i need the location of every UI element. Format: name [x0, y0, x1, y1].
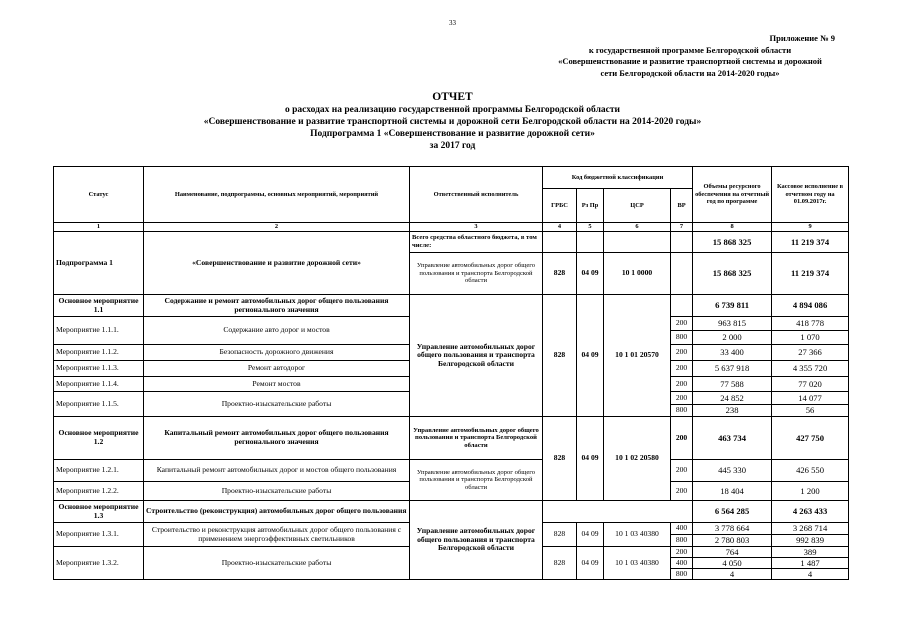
- executor-cell: Управление автомобильных дорог общего пользования и транспорта Белгородской области: [410, 460, 543, 501]
- csr-cell: 10 1 0000: [604, 253, 671, 295]
- vr-cell: 800: [671, 405, 693, 417]
- column-number: 2: [144, 223, 410, 232]
- cash-cell: 56: [772, 405, 849, 417]
- rz-cell: 04 09: [577, 523, 604, 547]
- vr-cell: 800: [671, 331, 693, 345]
- csr-cell: 10 1 02 20580: [604, 417, 671, 501]
- volume-cell: 764: [693, 547, 772, 558]
- vr-cell: 200: [671, 482, 693, 501]
- executor-cell: Управление автомобильных дорог общего пользования и транспорта Белгородской области: [410, 417, 543, 460]
- cash-cell: 14 077: [772, 392, 849, 405]
- cash-cell: 418 778: [772, 317, 849, 331]
- cash-cell: 4: [772, 569, 849, 580]
- volume-cell: 15 868 325: [693, 232, 772, 253]
- activity-status: Мероприятие 1.2.1.: [54, 460, 144, 482]
- cash-cell: 4 263 433: [772, 501, 849, 523]
- vr-cell: 200: [671, 547, 693, 558]
- main-activity-status: Основное мероприятие 1.2: [54, 417, 144, 460]
- activity-status: Мероприятие 1.1.2.: [54, 345, 144, 361]
- cash-cell: 1 200: [772, 482, 849, 501]
- activity-name: Содержание авто дорог и мостов: [144, 317, 410, 345]
- header-budget-code: Код бюджетной классификации: [543, 167, 693, 189]
- column-number: 6: [604, 223, 671, 232]
- cash-cell: 992 839: [772, 535, 849, 547]
- activity-name: Ремонт автодорог: [144, 361, 410, 377]
- header-name: Наименование, подпрограммы, основных мероприятий, мероприятий: [144, 167, 410, 223]
- executor-cell: Управление автомобильных дорог общего пользования и транспорта Белгородской области: [410, 295, 543, 417]
- activity-name: Капитальный ремонт автомобильных дорог и мостов общего пользования: [144, 460, 410, 482]
- csr-cell: 10 1 03 40380: [604, 523, 671, 547]
- vr-cell: 200: [671, 392, 693, 405]
- cash-cell: 427 750: [772, 417, 849, 460]
- column-number: 5: [577, 223, 604, 232]
- expense-table: [53, 166, 849, 580]
- rz-cell: 04 09: [577, 547, 604, 580]
- title-line: за 2017 год: [429, 141, 476, 151]
- cash-cell: 77 020: [772, 377, 849, 392]
- column-number: 8: [693, 223, 772, 232]
- activity-name: Проектно-изыскательские работы: [144, 547, 410, 580]
- cash-cell: 11 219 374: [772, 232, 849, 253]
- vr-cell: 400: [671, 523, 693, 535]
- grbs-cell: 828: [543, 253, 577, 295]
- appendix-line: «Совершенствование и развитие транспортной системы и дорожной: [558, 56, 822, 66]
- header-executor: Ответственный исполнитель: [410, 167, 543, 223]
- header-vr: ВР: [671, 189, 693, 223]
- activity-status: Мероприятие 1.1.5.: [54, 392, 144, 417]
- subprogram-status: Подпрограмма 1: [54, 232, 144, 295]
- vr-cell: 400: [671, 558, 693, 569]
- volume-cell: 4 050: [693, 558, 772, 569]
- column-number: 3: [410, 223, 543, 232]
- title-report: ОТЧЕТ: [432, 91, 473, 103]
- activity-name: Строительство и реконструкция автомобильных дорог общего пользования с применением энергоэффективных светильников: [144, 523, 410, 547]
- header-grbs: ГРБС: [543, 189, 577, 223]
- volume-cell: 238: [693, 405, 772, 417]
- activity-name: Проектно-изыскательские работы: [144, 482, 410, 501]
- title-line: «Совершенствование и развитие транспортной системы и дорожной сети Белгородской области на 2014-2020 годы»: [203, 117, 702, 127]
- appendix-line: сети Белгородской области на 2014-2020 годы»: [600, 67, 780, 78]
- csr-cell: [604, 232, 671, 253]
- header-cash: Кассовое исполнение в отчетном году на 01.09.2017г.: [772, 167, 849, 223]
- main-activity-name: Капитальный ремонт автомобильных дорог общего пользования регионального значения: [144, 417, 410, 460]
- cash-cell: 4 894 086: [772, 295, 849, 317]
- activity-name: Безопасность дорожного движения: [144, 345, 410, 361]
- cash-cell: 1 487: [772, 558, 849, 569]
- executor-cell: Управление автомобильных дорог общего пользования и транспорта Белгородской области: [410, 501, 543, 580]
- vr-cell: 200: [671, 377, 693, 392]
- column-number: 9: [772, 223, 849, 232]
- vr-cell: 200: [671, 345, 693, 361]
- main-activity-status: Основное мероприятие 1.1: [54, 295, 144, 317]
- cash-cell: 27 366: [772, 345, 849, 361]
- header-csr: ЦСР: [604, 189, 671, 223]
- cash-cell: 11 219 374: [772, 253, 849, 295]
- vr-cell: 200: [671, 361, 693, 377]
- main-activity-status: Основное мероприятие 1.3: [54, 501, 144, 523]
- csr-cell: 10 1 01 20570: [604, 295, 671, 417]
- rz-cell: [577, 232, 604, 253]
- report-title: [100, 90, 805, 152]
- activity-status: Мероприятие 1.3.1.: [54, 523, 144, 547]
- executor-cell: Управление автомобильных дорог общего пользования и транспорта Белгородской области: [410, 253, 543, 295]
- volume-cell: 4: [693, 569, 772, 580]
- vr-cell: 800: [671, 535, 693, 547]
- volume-cell: 6 564 285: [693, 501, 772, 523]
- volume-cell: 24 852: [693, 392, 772, 405]
- cash-cell: 3 268 714: [772, 523, 849, 535]
- volume-cell: 2 780 803: [693, 535, 772, 547]
- volume-cell: 33 400: [693, 345, 772, 361]
- vr-cell: 200: [671, 460, 693, 482]
- grbs-cell: 828: [543, 547, 577, 580]
- volume-cell: 445 330: [693, 460, 772, 482]
- activity-status: Мероприятие 1.1.4.: [54, 377, 144, 392]
- vr-cell: [671, 253, 693, 295]
- vr-cell: 200: [671, 317, 693, 331]
- volume-cell: 463 734: [693, 417, 772, 460]
- volume-cell: 15 868 325: [693, 253, 772, 295]
- activity-status: Мероприятие 1.3.2.: [54, 547, 144, 580]
- header-status: Статус: [54, 167, 144, 223]
- vr-cell: 800: [671, 569, 693, 580]
- volume-cell: 963 815: [693, 317, 772, 331]
- page-number: 33: [449, 19, 456, 27]
- rz-cell: 04 09: [577, 417, 604, 501]
- appendix-line: Приложение № 9: [769, 33, 835, 43]
- volume-cell: 3 778 664: [693, 523, 772, 535]
- vr-cell: 200: [671, 417, 693, 460]
- volume-cell: 6 739 811: [693, 295, 772, 317]
- rz-cell: 04 09: [577, 295, 604, 417]
- csr-cell: 10 1 03 40380: [604, 547, 671, 580]
- activity-status: Мероприятие 1.1.3.: [54, 361, 144, 377]
- cash-cell: 389: [772, 547, 849, 558]
- cash-cell: 426 550: [772, 460, 849, 482]
- column-number: 4: [543, 223, 577, 232]
- executor-total: Всего средства областного бюджета, в том числе:: [410, 232, 543, 253]
- subprogram-name: «Совершенствование и развитие дорожной сети»: [144, 232, 410, 295]
- vr-cell: [671, 295, 693, 317]
- appendix-line: к государственной программе Белгородской области: [588, 44, 792, 55]
- cash-cell: 1 070: [772, 331, 849, 345]
- column-number: 1: [54, 223, 144, 232]
- volume-cell: 77 588: [693, 377, 772, 392]
- activity-status: Мероприятие 1.2.2.: [54, 482, 144, 501]
- activity-status: Мероприятие 1.1.1.: [54, 317, 144, 345]
- activity-name: Ремонт мостов: [144, 377, 410, 392]
- cash-cell: 4 355 720: [772, 361, 849, 377]
- grbs-cell: 828: [543, 417, 577, 501]
- column-number: 7: [671, 223, 693, 232]
- title-line: Подпрограмма 1 «Совершенствование и развитие дорожной сети»: [310, 129, 595, 139]
- main-activity-name: Содержание и ремонт автомобильных дорог общего пользования регионального значения: [144, 295, 410, 317]
- code-empty-cell: [543, 501, 693, 523]
- header-volume: Объемы ресурсного обеспечения на отчетный год по программе: [693, 167, 772, 223]
- vr-cell: [671, 232, 693, 253]
- header-rz: Рз Пр: [577, 189, 604, 223]
- rz-cell: 04 09: [577, 253, 604, 295]
- volume-cell: 5 637 918: [693, 361, 772, 377]
- grbs-cell: [543, 232, 577, 253]
- appendix-header: [535, 33, 845, 79]
- volume-cell: 2 000: [693, 331, 772, 345]
- title-line: о расходах на реализацию государственной программы Белгородской области: [284, 105, 621, 115]
- grbs-cell: 828: [543, 295, 577, 417]
- activity-name: Проектно-изыскательские работы: [144, 392, 410, 417]
- grbs-cell: 828: [543, 523, 577, 547]
- main-activity-name: Строительство (реконструкция) автомобильных дорог общего пользования: [144, 501, 410, 523]
- volume-cell: 18 404: [693, 482, 772, 501]
